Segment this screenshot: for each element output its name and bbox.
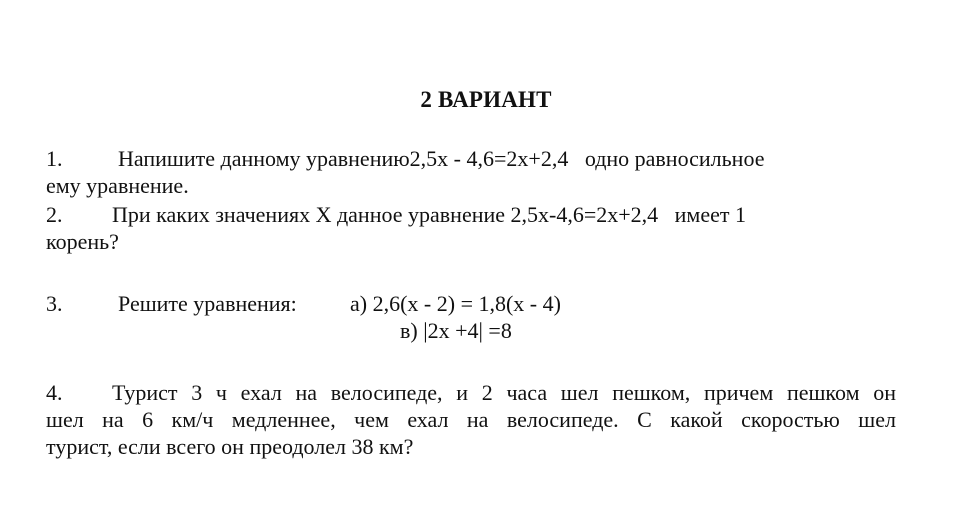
- task-1-number: 1.: [46, 146, 63, 171]
- task-3-label: Решите уравнения:: [118, 291, 297, 316]
- task-4-line-2: шел на 6 км/ч медленнее, чем ехал на велосипеде. С какой скоростью шел: [46, 407, 896, 432]
- task-2-number: 2.: [46, 202, 63, 227]
- task-3-equation-b: в) |2х +4| =8: [400, 318, 512, 343]
- task-1-line-1: Напишите данному уравнению2,5х - 4,6=2х+2,4 одно равносильное: [118, 146, 765, 171]
- task-4-number: 4.: [46, 380, 63, 405]
- task-2-line-2: корень?: [46, 229, 119, 254]
- task-1-line-2: ему уравнение.: [46, 173, 189, 198]
- task-2-line-1: При каких значениях Х данное уравнение 2,5х-4,6=2х+2,4 имеет 1: [112, 202, 746, 227]
- task-4-line-1: Турист 3 ч ехал на велосипеде, и 2 часа шел пешком, причем пешком он: [112, 380, 896, 405]
- task-4-line-3: турист, если всего он преодолел 38 км?: [46, 434, 414, 459]
- task-3-equation-a: а) 2,6(х - 2) = 1,8(х - 4): [350, 291, 561, 316]
- task-3-number: 3.: [46, 291, 63, 316]
- variant-title: 2 ВАРИАНТ: [420, 87, 552, 112]
